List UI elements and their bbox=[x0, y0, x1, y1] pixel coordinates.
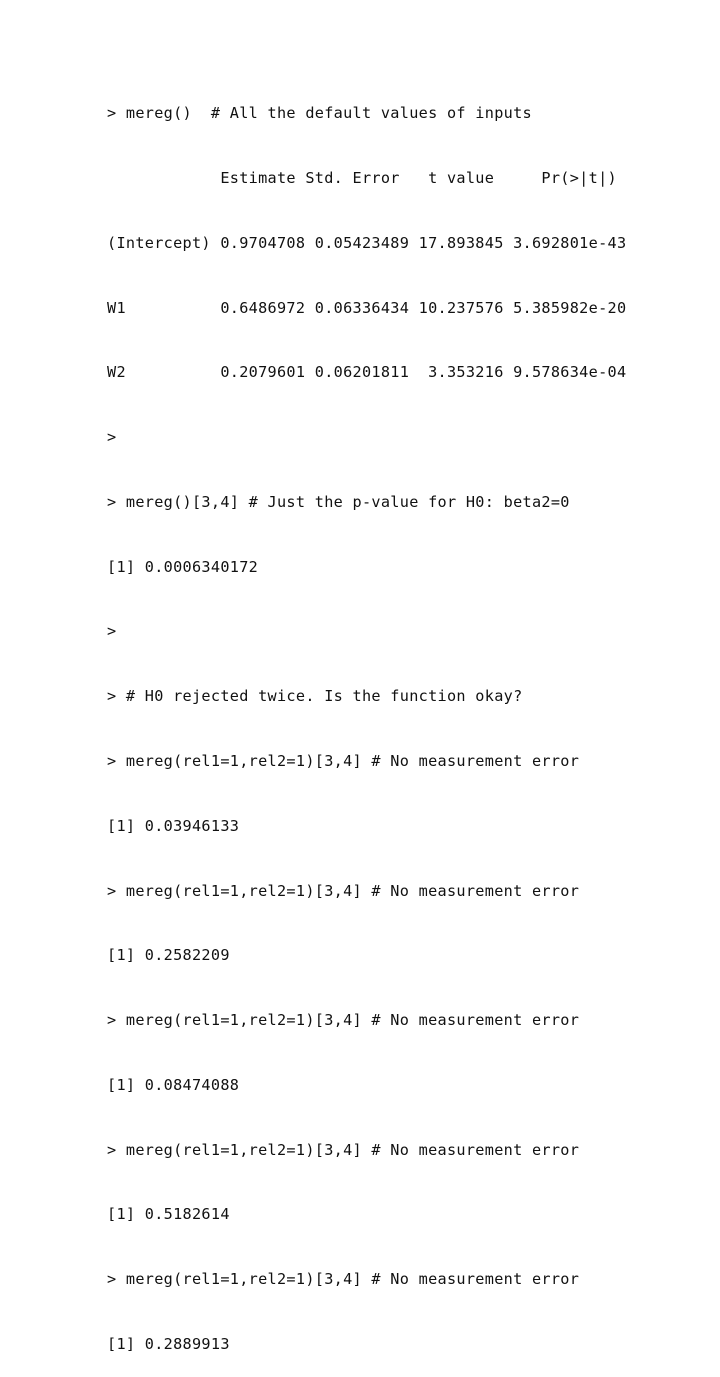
console-line-table-row: W1 0.6486972 0.06336434 10.237576 5.385982e-20 bbox=[107, 298, 627, 317]
console-line-output: [1] 0.08474088 bbox=[107, 1075, 240, 1094]
console-line-output: [1] 0.5182614 bbox=[107, 1205, 230, 1224]
console-line-command: > mereg(rel1=1,rel2=1)[3,4] # No measurement error bbox=[107, 1011, 580, 1030]
console-line-table-row: (Intercept) 0.9704708 0.05423489 17.893845 3.692801e-43 bbox=[107, 233, 627, 252]
console-line-table-row: W2 0.2079601 0.06201811 3.353216 9.578634e-04 bbox=[107, 363, 627, 382]
console-line-command: > mereg(rel1=1,rel2=1)[3,4] # No measurement error bbox=[107, 881, 580, 900]
console-line-table-header: Estimate Std. Error t value Pr(>|t|) bbox=[107, 168, 617, 187]
console-line-output: [1] 0.2889913 bbox=[107, 1335, 230, 1354]
console-line-command: > mereg() # All the default values of inputs bbox=[107, 104, 532, 123]
console-line-command: > mereg(rel1=1,rel2=1)[3,4] # No measurement error bbox=[107, 1270, 580, 1289]
console-line-output: [1] 0.03946133 bbox=[107, 816, 240, 835]
console-line-output: [1] 0.0006340172 bbox=[107, 557, 259, 576]
console-line-command: > mereg(rel1=1,rel2=1)[3,4] # No measurement error bbox=[107, 1140, 580, 1159]
console-line-command: > mereg(rel1=1,rel2=1)[3,4] # No measurement error bbox=[107, 752, 580, 770]
console-line-output: [1] 0.2582209 bbox=[107, 946, 230, 965]
console-line-prompt: > bbox=[107, 622, 117, 641]
console-line-command: > mereg()[3,4] # Just the p-value for H0: beta2=0 bbox=[107, 492, 570, 511]
console-line-comment: > # H0 rejected twice. Is the function okay? bbox=[107, 687, 523, 706]
console-line-prompt: > bbox=[107, 428, 117, 447]
r-console-output bbox=[107, 60, 667, 1377]
